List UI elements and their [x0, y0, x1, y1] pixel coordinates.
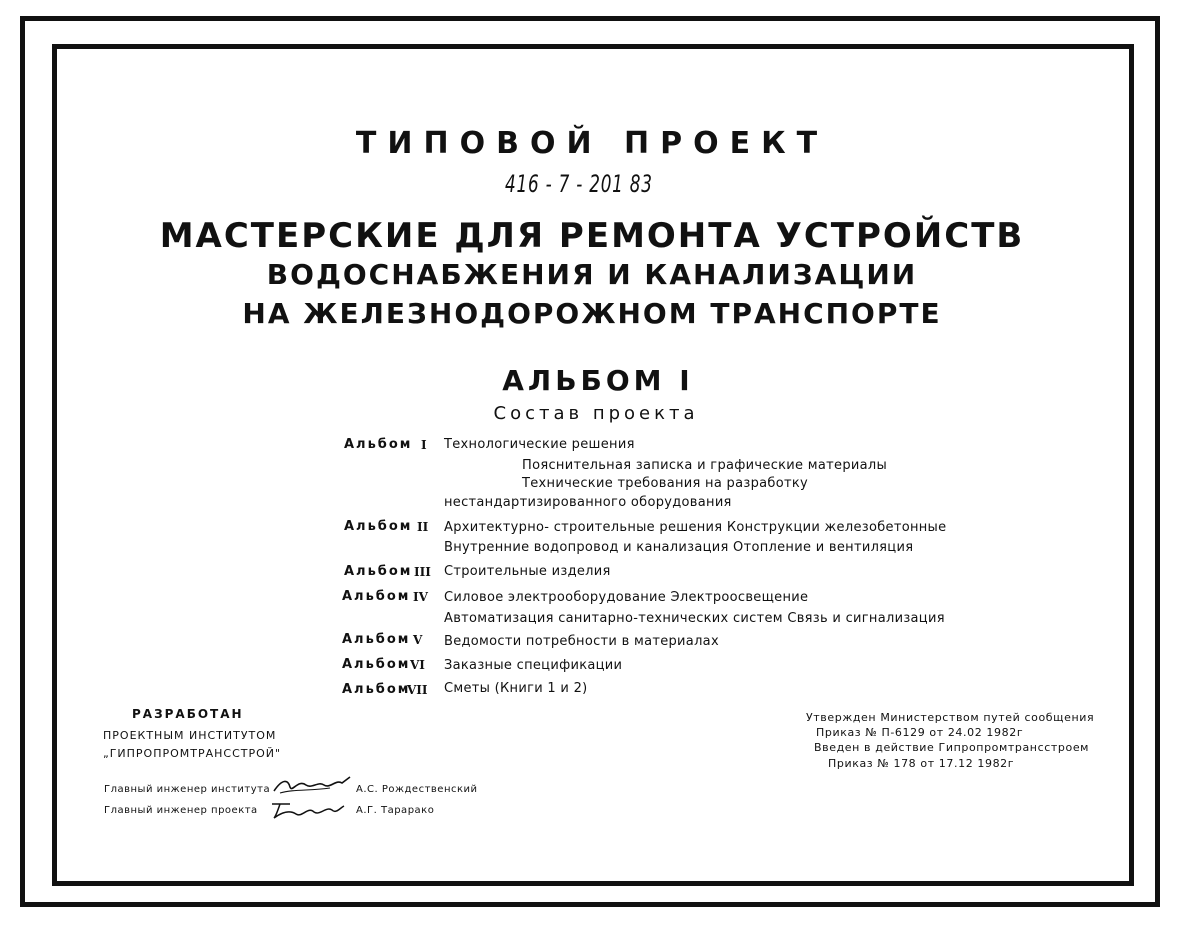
album-line: Строительные изделия	[444, 564, 611, 579]
project-title-line-1: МАСТЕРСКИЕ ДЛЯ РЕМОНТА УСТРОЙСТВ	[159, 216, 1025, 256]
album-line: Архитектурно- строительные решения Конструкции железобетонные	[444, 520, 947, 535]
album-label: Альбом	[342, 657, 411, 672]
album-label: Альбом	[344, 564, 413, 579]
album-number: VII	[407, 683, 428, 697]
project-code: 416 - 7 - 201 83	[505, 170, 653, 198]
album-line: Технические требования на разработку	[522, 476, 808, 491]
album-heading: АЛЬБОМ I	[502, 364, 694, 397]
approval-line-4: Приказ № 178 от 17.12 1982г	[828, 757, 1015, 770]
approval-line-3: Введен в действие Гипропромтрансстроем	[814, 741, 1090, 754]
type-project-title: ТИПОВОЙ ПРОЕКТ	[355, 126, 829, 161]
signature-name: А.Г. Тарарако	[356, 805, 435, 816]
signature-role: Главный инженер института	[104, 784, 271, 795]
project-title-line-3: НА ЖЕЛЕЗНОДОРОЖНОМ ТРАНСПОРТЕ	[242, 297, 942, 330]
developer-institute-line: ПРОЕКТНЫМ ИНСТИТУТОМ	[103, 729, 277, 742]
album-label: Альбом	[344, 519, 413, 534]
signature-role: Главный инженер проекта	[104, 805, 258, 816]
developer-institute-name: „ГИПРОПРОМТРАНССТРОЙ"	[103, 747, 282, 760]
album-line: Сметы (Книги 1 и 2)	[444, 681, 588, 696]
album-line: Ведомости потребности в материалах	[444, 634, 719, 649]
developer-heading: РАЗРАБОТАН	[132, 707, 244, 721]
approval-line-1: Утвержден Министерством путей сообщения	[806, 711, 1095, 724]
album-line: Технологические решения	[444, 437, 635, 452]
album-number: V	[413, 633, 423, 647]
album-label: Альбом	[342, 589, 411, 604]
album-line: Автоматизация санитарно-технических систем Связь и сигнализация	[444, 611, 945, 626]
album-line: Заказные спецификации	[444, 658, 623, 673]
album-line: Пояснительная записка и графические материалы	[522, 458, 888, 473]
album-number: VI	[410, 658, 425, 672]
album-number: I	[421, 438, 427, 452]
album-line: Силовое электрооборудование Электроосвещение	[444, 590, 809, 605]
project-title-line-2: ВОДОСНАБЖЕНИЯ И КАНАЛИЗАЦИИ	[266, 258, 918, 291]
approval-line-2: Приказ № П-6129 от 24.02 1982г	[816, 726, 1024, 739]
album-label: Альбом	[342, 682, 411, 697]
composition-heading: Состав проекта	[493, 403, 699, 424]
album-line: нестандартизированного оборудования	[444, 495, 732, 510]
album-number: II	[417, 520, 429, 534]
handwritten-signature-2	[268, 796, 348, 822]
album-number: III	[414, 565, 431, 579]
signature-name: А.С. Рождественский	[356, 784, 478, 795]
album-label: Альбом	[342, 632, 411, 647]
album-line: Внутренние водопровод и канализация Отопление и вентиляция	[444, 540, 914, 555]
album-label: Альбом	[344, 437, 413, 452]
album-number: IV	[413, 590, 428, 604]
